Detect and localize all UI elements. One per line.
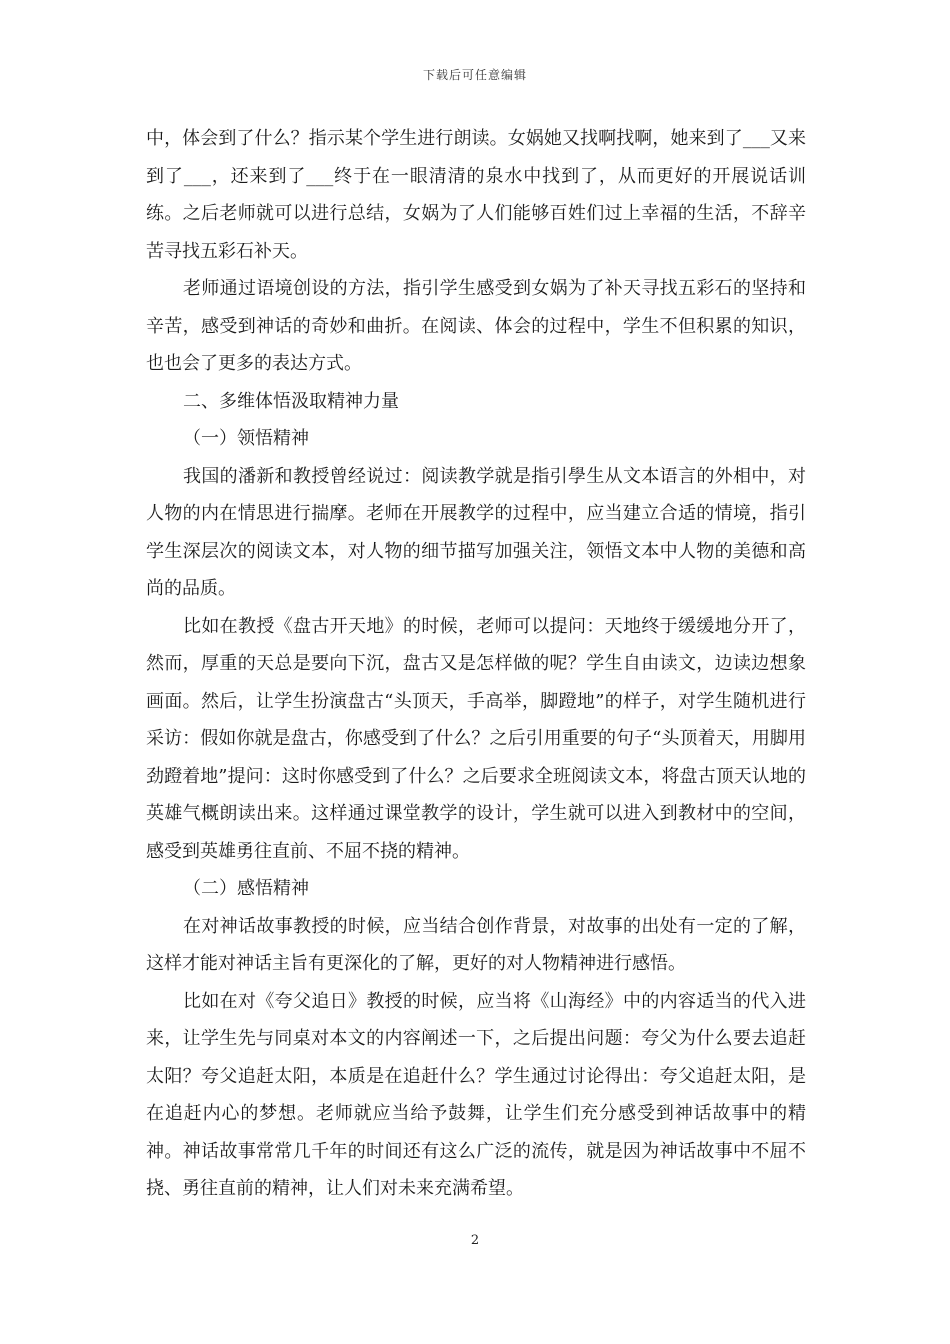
page-number: 2 <box>470 1233 480 1248</box>
subsection-heading: （二）感悟精神 <box>183 878 309 899</box>
paragraph-continuation: 中，体会到了什么？指示某个学生进行朗读。女娲她又找啊找啊，她来到了___又来到了___，还来到了___终于在一眼清清的泉水中找到了，从而更好的开展说话训练。之后老师就可以进行总结，女娲为了人们能够百姓们过上幸福的生活，不辞辛苦寻找五彩石补天。 <box>146 128 806 262</box>
page-header: 下载后可任意编辑 <box>422 68 527 82</box>
document-body <box>146 120 806 1208</box>
paragraph: 老师通过语境创设的方法，指引学生感受到女娲为了补天寻找五彩石的坚持和辛苦，感受到神话的奇妙和曲折。在阅读、体会的过程中，学生不但积累的知识，也也会了更多的表达方式。 <box>146 278 806 374</box>
subsection-heading: （一）领悟精神 <box>183 428 309 449</box>
section-heading: 二、多维体悟汲取精神力量 <box>183 390 399 412</box>
paragraph: 比如在教授《盘古开天地》的时候，老师可以提问：天地终于缓缓地分开了，然而，厚重的天总是要向下沉，盘古又是怎样做的呢？学生自由读文，边读边想象画面。然后，让学生扮演盘古“头顶天，手高举，脚蹬地”的样子，对学生随机进行采访：假如你就是盘古，你感受到了什么？之后引用重要的句子“头顶着天，用脚用劲蹬着地”提问：这时你感受到了什么？之后要求全班阅读文本，将盘古顶天认地的英雄气概朗读出来。这样通过课堂教学的设计，学生就可以进入到教材中的空间，感受到英雄勇往直前、不屈不挠的精神。 <box>146 615 806 862</box>
paragraph: 在对神话故事教授的时候，应当结合创作背景，对故事的出处有一定的了解，这样才能对神话主旨有更深化的了解，更好的对人物精神进行感悟。 <box>146 915 806 974</box>
paragraph: 我国的潘新和教授曾经说过：阅读教学就是指引學生从文本语言的外相中，对人物的内在情思进行揣摩。老师在开展教学的过程中，应当建立合适的情境，指引学生深层次的阅读文本，对人物的细节描写加强关注，领悟文本中人物的美德和高尚的品质。 <box>146 465 806 599</box>
paragraph: 比如在对《夸父追日》教授的时候，应当将《山海经》中的内容适当的代入进来，让学生先与同桌对本文的内容阐述一下，之后提出问题：夸父为什么要去追赶太阳？夸父追赶太阳，本质是在追赶什么？学生通过讨论得出：夸父追赶太阳，是在追赶内心的梦想。老师就应当给予鼓舞，让学生们充分感受到神话故事中的精神。神话故事常常几千年的时间还有这么广泛的流传，就是因为神话故事中不屈不挠、勇往直前的精神，让人们对未来充满希望。 <box>146 990 806 1199</box>
